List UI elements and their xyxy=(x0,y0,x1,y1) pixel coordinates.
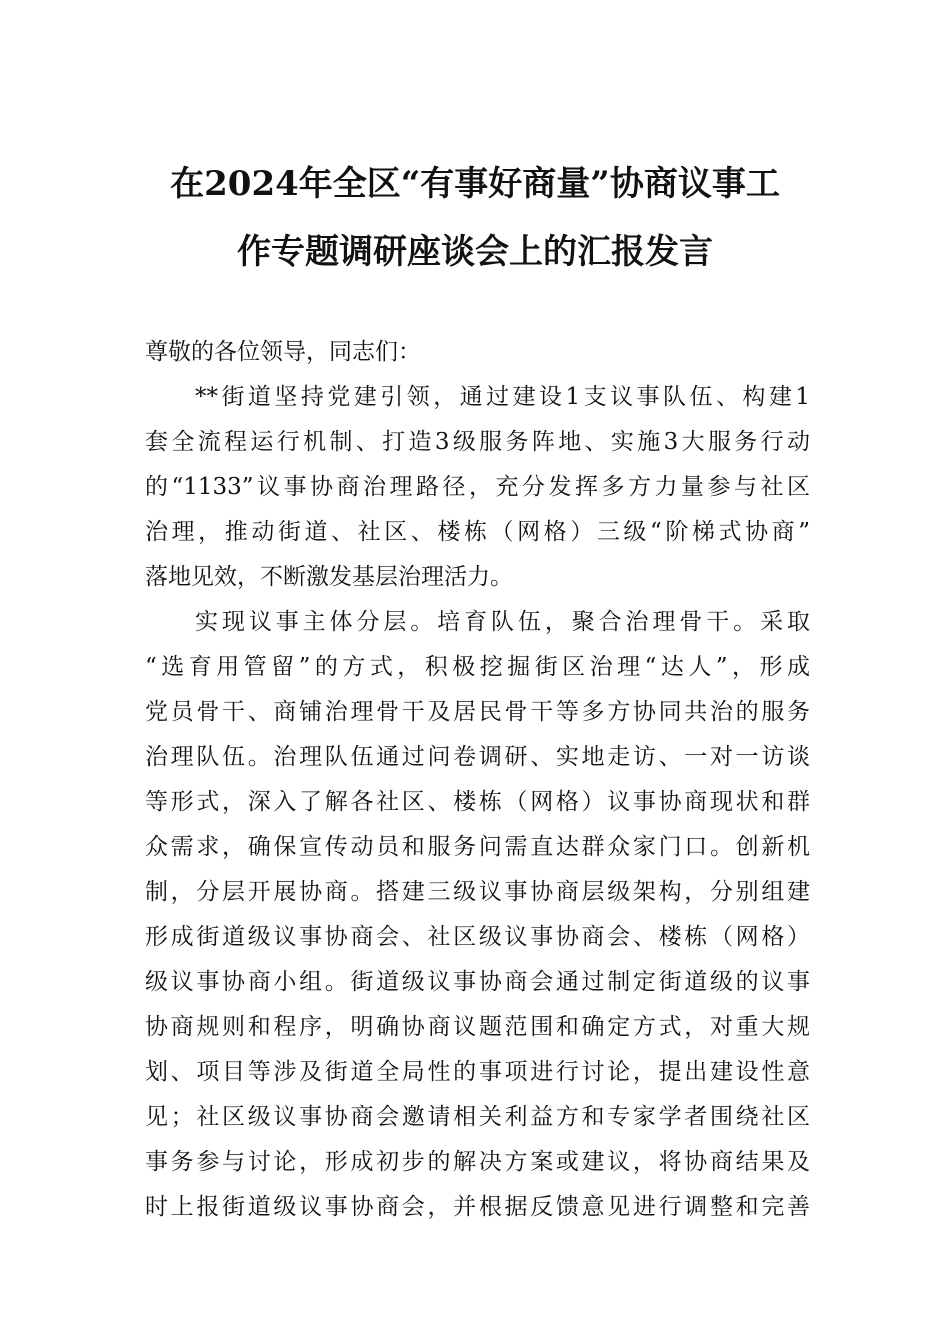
paragraph-2-line: 众需求，确保宣传动员和服务问需直达群众家门口。创新机 xyxy=(145,834,810,860)
paragraph-2-line: 实现议事主体分层。培育队伍，聚合治理骨干。采取 xyxy=(195,609,810,635)
paragraph-2-line: 形成街道级议事协商会、社区级议事协商会、楼栋（网格） xyxy=(145,924,810,950)
paragraph-1-line: 套全流程运行机制、打造3级服务阵地、实施3大服务行动 xyxy=(145,429,810,455)
paragraph-2-line: 时上报街道级议事协商会，并根据反馈意见进行调整和完善 xyxy=(145,1194,810,1220)
paragraph-2-line: 级议事协商小组。街道级议事协商会通过制定街道级的议事 xyxy=(145,969,810,995)
paragraph-1-line: 治理，推动街道、社区、楼栋（网格）三级“阶梯式协商” xyxy=(145,519,810,545)
paragraph-2-line: “选育用管留”的方式，积极挖掘街区治理“达人”，形成 xyxy=(145,654,810,680)
document-title xyxy=(120,150,830,286)
paragraph-2-line: 见；社区级议事协商会邀请相关利益方和专家学者围绕社区 xyxy=(145,1104,810,1130)
paragraph-1-line: **街道坚持党建引领，通过建设1支议事队伍、构建1 xyxy=(195,384,810,410)
paragraph-2-line: 划、项目等涉及街道全局性的事项进行讨论，提出建设性意 xyxy=(145,1059,810,1085)
document-body xyxy=(145,330,810,1230)
paragraph-1-line: 的“1133”议事协商治理路径，充分发挥多方力量参与社区 xyxy=(145,474,810,500)
title-line-1: 在2024年全区“有事好商量”协商议事工 xyxy=(170,164,780,204)
title-line-2: 作专题调研座谈会上的汇报发言 xyxy=(237,232,713,272)
paragraph-2-line: 等形式，深入了解各社区、楼栋（网格）议事协商现状和群 xyxy=(145,789,810,815)
salutation: 尊敬的各位领导，同志们： xyxy=(145,339,421,365)
paragraph-2-line: 制，分层开展协商。搭建三级议事协商层级架构，分别组建 xyxy=(145,879,810,905)
paragraph-2-line: 事务参与讨论，形成初步的解决方案或建议，将协商结果及 xyxy=(145,1149,810,1175)
paragraph-2-line: 党员骨干、商铺治理骨干及居民骨干等多方协同共治的服务 xyxy=(145,699,810,725)
paragraph-1-line: 落地见效，不断激发基层治理活力。 xyxy=(145,564,513,590)
paragraph-2-line: 协商规则和程序，明确协商议题范围和确定方式，对重大规 xyxy=(145,1014,810,1040)
paragraph-2-line: 治理队伍。治理队伍通过问卷调研、实地走访、一对一访谈 xyxy=(145,744,810,770)
